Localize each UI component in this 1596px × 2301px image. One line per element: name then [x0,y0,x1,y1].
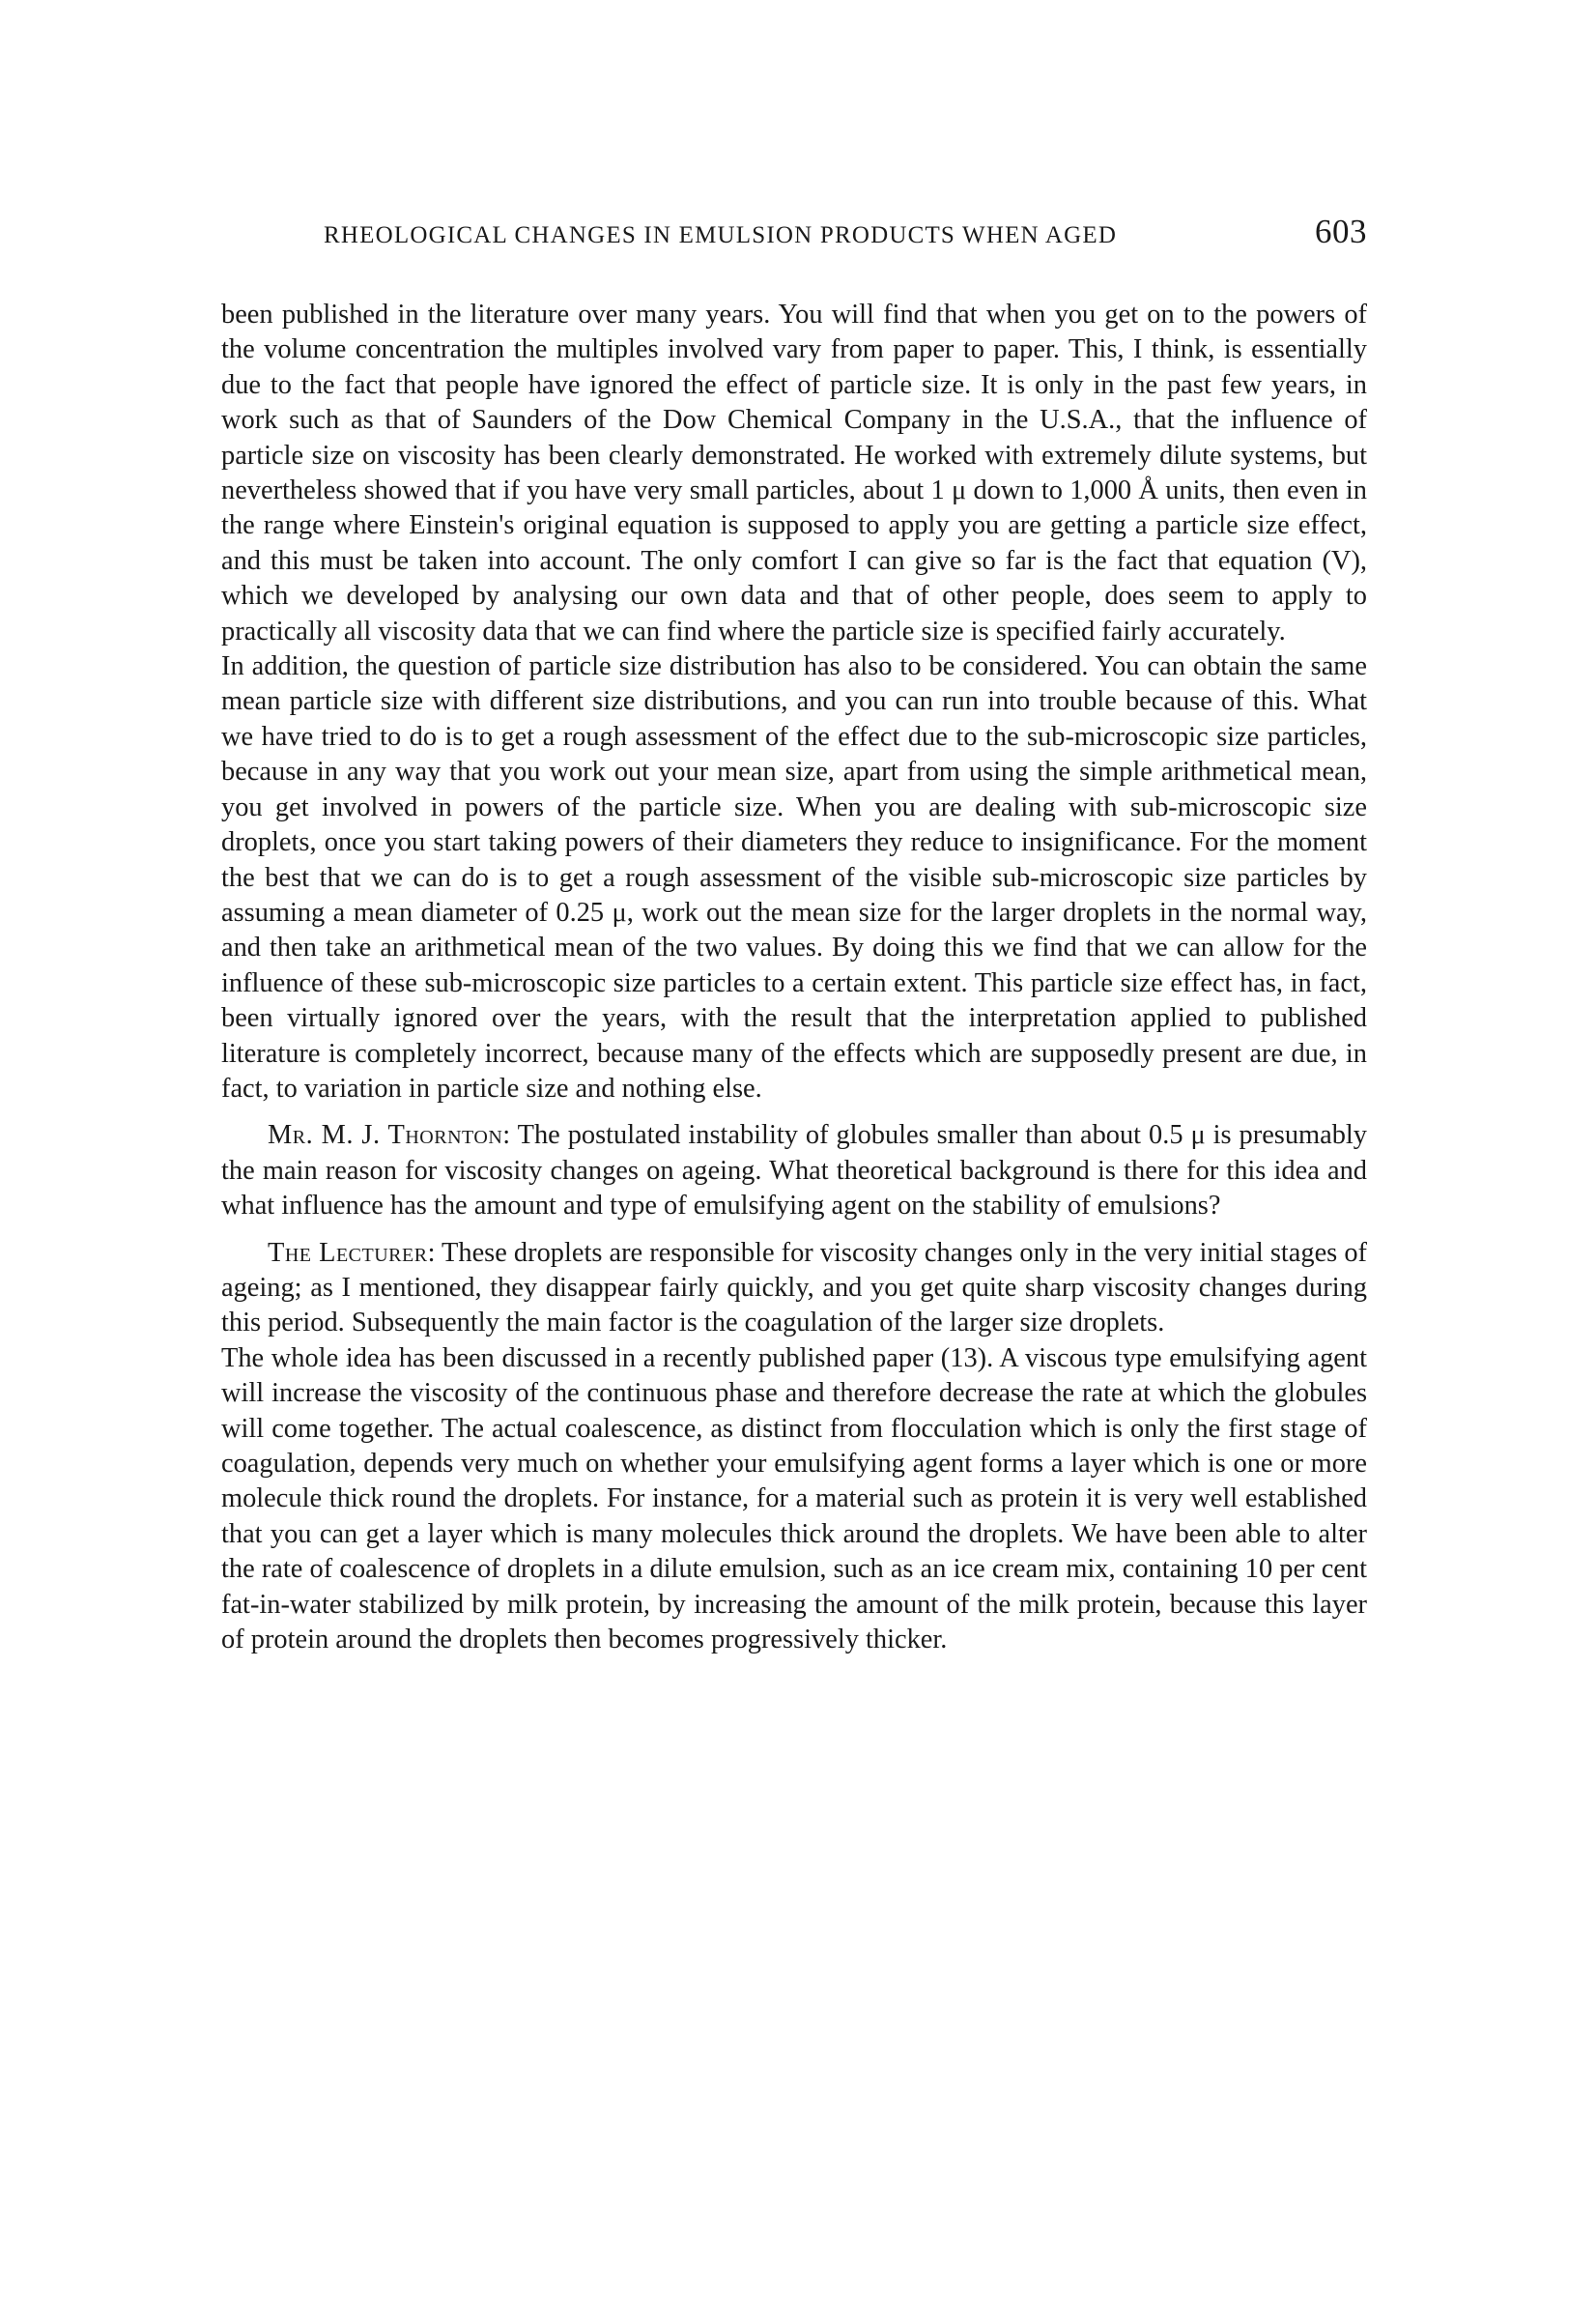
paragraph-viscous-emulsifying-agent [221,1341,1367,1658]
paragraph-text: In addition, the question of particle size distribution has also to be considered. You can obtain the same mean particle size with different size distributions, and you can run into trouble because of this. What we have tried to do is to get a rough assessment of the effect due to the sub-microscopic size particles, because in any way that you work out your mean size, apart from using the simple arithmetical mean, you get involved in powers of the particle size. When you are dealing with sub-microscopic size droplets, once you start taking powers of their diameters they reduce to insignificance. For the moment the best that we can do is to get a rough assessment of the visible sub-microscopic size particles by assuming a mean diameter of 0.25 μ, work out the mean size for the larger droplets in the normal way, and then take an arithmetical mean of the two values. By doing this we find that we can allow for the influence of these sub-microscopic size particles to a certain extent. This particle size effect has, in fact, been virtually ignored over the years, with the result that the interpretation applied to published literature is completely incorrect, because many of the effects which are supposedly present are due, in fact, to variation in particle size and nothing else. [221,651,1367,1104]
question-thornton [221,1118,1367,1223]
paragraph-text: The whole idea has been discussed in a recently published paper (13). A viscous type emulsifying agent will increase the viscosity of the continuous phase and therefore decrease the rate at which the globules will come together. The actual coalescence, as distinct from flocculation which is only the first stage of coagulation, depends very much on whether your emulsifying agent forms a layer which is one or more molecule thick round the droplets. For instance, for a material such as protein it is very well established that you can get a layer which is many molecules thick around the droplets. We have been able to alter the rate of coalescence of droplets in a dilute emulsion, such as an ice cream mix, containing 10 per cent fat-in-water stabilized by milk protein, by increasing the amount of the milk protein, because this layer of protein around the droplets then becomes progressively thicker. [221,1342,1367,1655]
running-head [221,211,1367,257]
body-text [221,298,1367,1657]
speaker-name: The Lecturer [268,1237,428,1268]
paragraph-text: been published in the literature over many years. You will find that when you get on to the powers of the volume concentration the multiples involved vary from paper to paper. This, I think, is essentially due to the fact that people have ignored the effect of particle size. It is only in the past few years, in work such as that of Saunders of the Dow Chemical Company in the U.S.A., that the influence of particle size on viscosity has been clearly demonstrated. He worked with extremely dilute systems, but nevertheless showed that if you have very small particles, about 1 μ down to 1,000 Å units, then even in the range where Einstein's original equation is supposed to apply you are getting a particle size effect, and this must be taken into account. The only comfort I can give so far is the fact that equation (V), which we developed by analysing our own data and that of other people, does seem to apply to practically all viscosity data that we can find where the particle size is specified fairly accurately. [221,300,1367,647]
page-number: 603 [1315,213,1367,250]
paragraph-text: : These droplets are responsible for viscosity changes only in the very initial stages of ageing; as I mentioned, they disappear fairly quickly, and you get quite sharp viscosity changes during this period. Subsequently the main factor is the coagulation of the larger size droplets. [221,1237,1367,1338]
running-title: RHEOLOGICAL CHANGES IN EMULSION PRODUCTS WHEN AGED [324,222,1118,248]
speaker-name: Mr. M. J. Thornton [268,1120,503,1151]
answer-lecturer [221,1236,1367,1341]
paragraph-continuation [221,298,1367,649]
book-page [221,211,1367,1657]
paragraph-particle-size-distribution [221,649,1367,1107]
paragraph-text: : The postulated instability of globules smaller than about 0.5 μ is presumably the main reason for viscosity changes on ageing. What theoretical background is there for this idea and what influence has the amount and type of emulsifying agent on the stability of emulsions? [221,1120,1368,1222]
